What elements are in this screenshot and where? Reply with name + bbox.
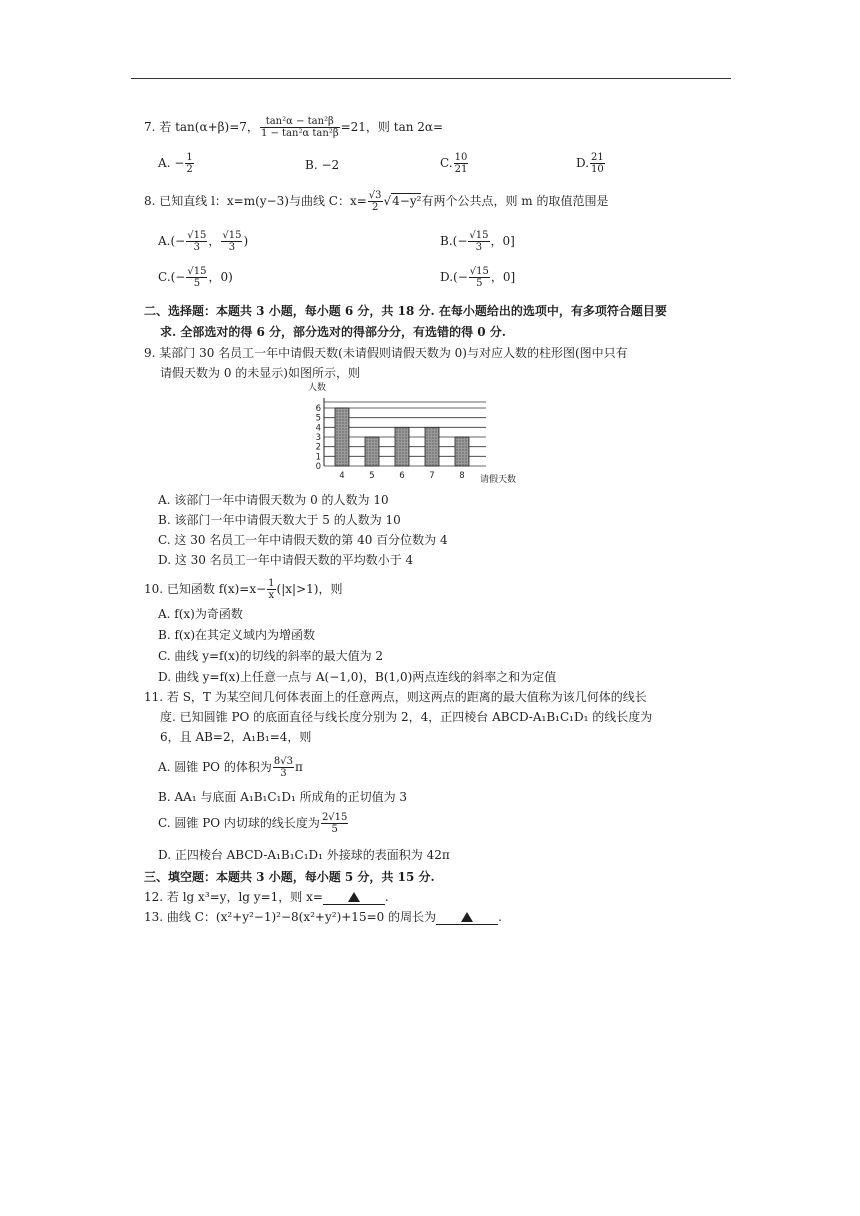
bar <box>335 408 349 466</box>
q8-option-b: B.(− $\frac{√15}{3}$ ，0] <box>440 230 515 253</box>
x-tick-label: 7 <box>429 471 435 481</box>
q10-option-c: C. 曲线 y=f(x)的切线的斜率的最大值为 2 <box>158 649 384 663</box>
y-axis-label: 人数 <box>308 383 327 393</box>
section-3-heading: 三、填空题：本题共 3 小题，每小题 5 分，共 15 分. <box>144 870 435 884</box>
q10-option-b: B. f(x)在其定义域内为增函数 <box>158 628 316 642</box>
y-tick-label: 2 <box>315 442 321 453</box>
y-tick-label: 4 <box>315 423 321 434</box>
q7-option-d: D. $\frac{21}{10}$ <box>576 152 604 175</box>
q8-option-d: D.(− $\frac{√15}{5}$ ，0] <box>440 266 516 289</box>
q11-option-b: B. AA₁ 与底面 A₁B₁C₁D₁ 所成角的正切值为 3 <box>158 790 408 804</box>
question-11-stem: 11. 若 S，T 为某空间几何体表面上的任意两点，则这两点的距离的最大值称为该几何体的线长 <box>144 690 647 704</box>
q7-option-c: C. $\frac{10}{21}$ <box>440 152 468 175</box>
x-axis-label: 请假天数 <box>480 475 517 485</box>
x-tick-label: 5 <box>369 471 375 481</box>
bar <box>455 437 469 466</box>
q9-option-c: C. 这 30 名员工一年中请假天数的第 40 百分位数为 4 <box>158 533 448 547</box>
question-13: 13. 曲线 C：(x²+y²−1)²−8(x²+y²)+15=0 的周长为 . <box>144 910 502 924</box>
answer-blank[interactable] <box>436 910 498 925</box>
question-9-stem-cont: 请假天数为 0 的未显示)如图所示，则 <box>160 366 360 380</box>
q9-option-a: A. 该部门一年中请假天数为 0 的人数为 10 <box>158 493 389 507</box>
question-11-stem-3: 6，且 AB=2，A₁B₁=4，则 <box>160 730 312 744</box>
x-tick-label: 4 <box>339 471 345 481</box>
bar <box>395 427 409 466</box>
y-tick-label: 0 <box>315 462 321 472</box>
header-rule <box>131 78 731 79</box>
x-tick-label: 6 <box>399 471 405 481</box>
bar-chart <box>300 380 540 488</box>
q9-option-b: B. 该部门一年中请假天数大于 5 的人数为 10 <box>158 513 401 527</box>
question-12: 12. 若 lg x³=y，lg y=1，则 x= . <box>144 890 389 904</box>
y-tick-label: 6 <box>315 404 321 414</box>
q7-fraction: $\frac{\text{tan²α − tan²β}}{\text{1 − tan²α tan²β}}$ <box>260 116 339 139</box>
question-10-stem: 10. 已知函数 f(x)=x− $\frac{1}{x}$ (|x|>1)，则 <box>144 578 343 601</box>
section-2-heading: 二、选择题：本题共 3 小题，每小题 6 分，共 18 分. 在每小题给出的选项中，有多项符合题目要 <box>144 304 667 318</box>
q10-option-d: D. 曲线 y=f(x)上任意一点与 A(−1,0)，B(1,0)两点连线的斜率之和为定值 <box>158 670 557 684</box>
y-tick-label: 3 <box>315 433 321 443</box>
q10-option-a: A. f(x)为奇函数 <box>158 607 243 621</box>
y-tick-label: 1 <box>315 452 321 463</box>
x-tick-label: 8 <box>459 471 465 481</box>
bar <box>365 437 379 466</box>
q8-option-c: C.(− $\frac{√15}{5}$ ，0) <box>158 266 233 289</box>
q9-option-d: D. 这 30 名员工一年中请假天数的平均数小于 4 <box>158 553 414 567</box>
q8-option-a: A.(− $\frac{√15}{3}$ ， $\frac{√15}{3}$ ) <box>158 230 249 253</box>
y-tick-label: 5 <box>315 413 321 424</box>
q11-option-d: D. 正四棱台 ABCD-A₁B₁C₁D₁ 外接球的表面积为 42π <box>158 848 450 862</box>
q11-option-a: A. 圆锥 PO 的体积为 $\frac{8√3}{3}$ π <box>158 756 303 779</box>
triangle-icon <box>461 912 473 922</box>
q7-option-a: A. − $\frac{1}{2}$ <box>158 152 193 175</box>
section-2-heading-cont: 求. 全部选对的得 6 分，部分选对的得部分分，有选错的得 0 分. <box>160 325 506 339</box>
q7-option-b: B. −2 <box>305 158 340 172</box>
answer-blank[interactable] <box>323 890 385 905</box>
question-9-stem: 9. 某部门 30 名员工一年中请假天数(未请假则请假天数为 0)与对应人数的柱形图(图中只有 <box>144 346 628 360</box>
question-8-stem: 8. 已知直线 l：x=m(y−3)与曲线 C：x= $\frac{√3}{2}$ √4−y²有两个公共点，则 m 的取值范围是 <box>144 190 609 213</box>
bar <box>425 427 439 466</box>
triangle-icon <box>348 892 360 902</box>
q11-option-c: C. 圆锥 PO 内切球的线长度为 $\frac{2√15}{5}$ <box>158 812 348 835</box>
question-7-stem: 7. 若 tan(α+β)=7， $\frac{\text{tan²α − tan²β}}{\text{1 − tan²α tan²β}}$ =21，则 tan 2α= <box>144 116 444 139</box>
question-11-stem-2: 度. 已知圆锥 PO 的底面直径与线长度分别为 2，4，正四棱台 ABCD-A₁B₁C₁D₁ 的线长度为 <box>160 710 653 724</box>
